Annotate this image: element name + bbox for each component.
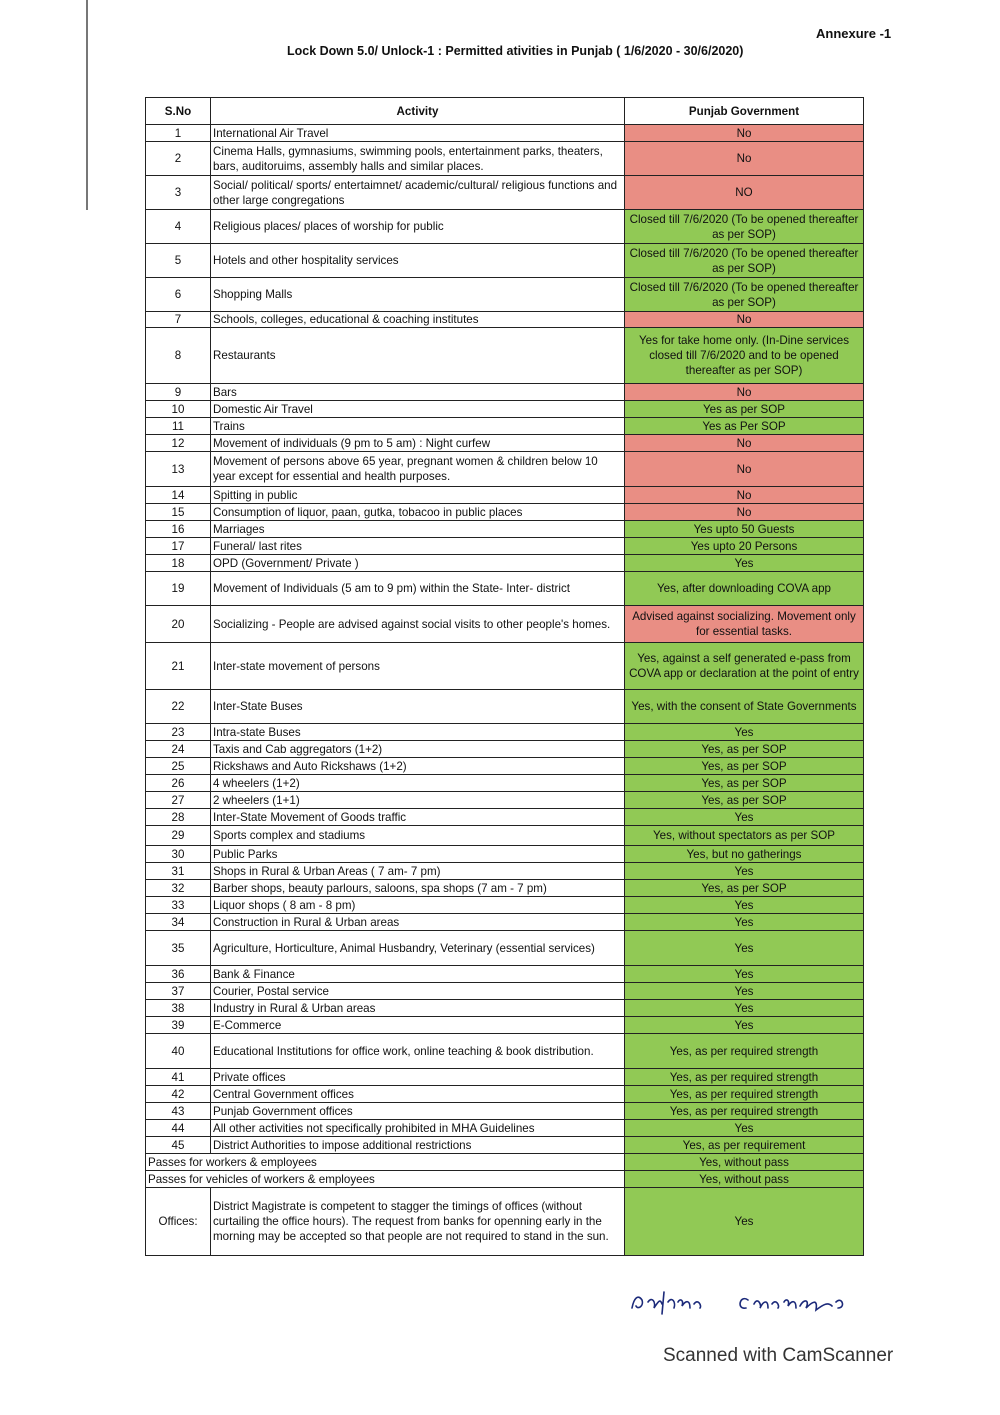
row-sno: 32 — [146, 880, 211, 897]
table-row — [146, 606, 864, 643]
table-row — [146, 880, 864, 897]
row-status: Yes — [625, 863, 864, 880]
table-row — [146, 176, 864, 210]
row-status: Yes — [625, 966, 864, 983]
row-status: Yes, without spectators as per SOP — [625, 826, 864, 846]
row-sno: 28 — [146, 809, 211, 826]
row-status: Yes, as per required strength — [625, 1034, 864, 1069]
row-activity: Educational Institutions for office work, online teaching & book distribution. — [211, 1034, 625, 1069]
table-row — [146, 792, 864, 809]
row-activity: Trains — [211, 418, 625, 435]
table-row — [146, 643, 864, 690]
row-activity: International Air Travel — [211, 125, 625, 142]
row-status: Closed till 7/6/2020 (To be opened thereafter as per SOP) — [625, 210, 864, 244]
row-activity: Liquor shops ( 8 am - 8 pm) — [211, 897, 625, 914]
table-row — [146, 125, 864, 142]
row-status: Yes — [625, 1017, 864, 1034]
passes-label: Passes for workers & employees — [146, 1154, 625, 1171]
row-sno: 44 — [146, 1120, 211, 1137]
table-row — [146, 897, 864, 914]
row-status: Closed till 7/6/2020 (To be opened thereafter as per SOP) — [625, 278, 864, 312]
row-activity: Agriculture, Horticulture, Animal Husbandry, Veterinary (essential services) — [211, 931, 625, 966]
row-activity: Shopping Malls — [211, 278, 625, 312]
row-status: Yes, with the consent of State Governments — [625, 690, 864, 724]
row-activity: Inter-State Buses — [211, 690, 625, 724]
table-row — [146, 1120, 864, 1137]
header-activity: Activity — [211, 98, 625, 125]
passes-row — [146, 1171, 864, 1188]
table-row — [146, 487, 864, 504]
row-sno: 34 — [146, 914, 211, 931]
row-activity: Domestic Air Travel — [211, 401, 625, 418]
row-sno: 41 — [146, 1069, 211, 1086]
row-sno: 29 — [146, 826, 211, 846]
row-sno: 40 — [146, 1034, 211, 1069]
row-status: Yes, against a self generated e-pass from COVA app or declaration at the point of entry — [625, 643, 864, 690]
row-status: Yes, as per SOP — [625, 741, 864, 758]
row-activity: Religious places/ places of worship for public — [211, 210, 625, 244]
row-sno: 24 — [146, 741, 211, 758]
row-activity: Public Parks — [211, 846, 625, 863]
row-status: Yes — [625, 1000, 864, 1017]
page-title: Lock Down 5.0/ Unlock-1 : Permitted ativities in Punjab ( 1/6/2020 - 30/6/2020) — [287, 44, 744, 58]
row-sno: 36 — [146, 966, 211, 983]
row-activity: Funeral/ last rites — [211, 538, 625, 555]
row-activity: Inter-State Movement of Goods traffic — [211, 809, 625, 826]
table-row — [146, 210, 864, 244]
row-sno: 20 — [146, 606, 211, 643]
row-sno: 1 — [146, 125, 211, 142]
row-status: No — [625, 142, 864, 176]
row-sno: 26 — [146, 775, 211, 792]
table-row — [146, 1137, 864, 1154]
row-activity: OPD (Government/ Private ) — [211, 555, 625, 572]
row-status: No — [625, 504, 864, 521]
row-sno: 23 — [146, 724, 211, 741]
row-sno: 37 — [146, 983, 211, 1000]
row-sno: 39 — [146, 1017, 211, 1034]
annexure-label: Annexure -1 — [816, 26, 892, 41]
row-status: Yes — [625, 914, 864, 931]
table-row — [146, 931, 864, 966]
row-activity: Industry in Rural & Urban areas — [211, 1000, 625, 1017]
row-status: Closed till 7/6/2020 (To be opened thereafter as per SOP) — [625, 244, 864, 278]
table-row — [146, 401, 864, 418]
row-activity: Rickshaws and Auto Rickshaws (1+2) — [211, 758, 625, 775]
row-status: Yes, but no gatherings — [625, 846, 864, 863]
row-sno: 10 — [146, 401, 211, 418]
row-status: No — [625, 384, 864, 401]
row-activity: Movement of Individuals (5 am to 9 pm) within the State- Inter- district — [211, 572, 625, 606]
row-activity: Bank & Finance — [211, 966, 625, 983]
row-activity: Punjab Government offices — [211, 1103, 625, 1120]
row-status: No — [625, 487, 864, 504]
table-row — [146, 504, 864, 521]
table-row — [146, 1034, 864, 1069]
row-sno: 8 — [146, 328, 211, 384]
table-row — [146, 1000, 864, 1017]
row-activity: Construction in Rural & Urban areas — [211, 914, 625, 931]
row-status: Yes, as per SOP — [625, 880, 864, 897]
row-status: Yes, as per required strength — [625, 1086, 864, 1103]
row-sno: 31 — [146, 863, 211, 880]
row-activity: 4 wheelers (1+2) — [211, 775, 625, 792]
table-row — [146, 521, 864, 538]
row-sno: 35 — [146, 931, 211, 966]
row-activity: E-Commerce — [211, 1017, 625, 1034]
row-activity: Taxis and Cab aggregators (1+2) — [211, 741, 625, 758]
signature-image — [628, 1280, 858, 1320]
table-row — [146, 452, 864, 487]
passes-label: Passes for vehicles of workers & employees — [146, 1171, 625, 1188]
table-row — [146, 741, 864, 758]
row-activity: Movement of persons above 65 year, pregnant women & children below 10 year except for essential and health purposes. — [211, 452, 625, 487]
table-row — [146, 1103, 864, 1120]
row-activity: Bars — [211, 384, 625, 401]
row-status: Yes as per SOP — [625, 401, 864, 418]
row-sno: 25 — [146, 758, 211, 775]
table-body — [146, 125, 864, 1256]
row-activity: Courier, Postal service — [211, 983, 625, 1000]
table-row — [146, 966, 864, 983]
row-sno: 5 — [146, 244, 211, 278]
row-status: NO — [625, 176, 864, 210]
row-sno: 14 — [146, 487, 211, 504]
row-activity: Consumption of liquor, paan, gutka, tobacoo in public places — [211, 504, 625, 521]
row-activity: Barber shops, beauty parlours, saloons, spa shops (7 am - 7 pm) — [211, 880, 625, 897]
row-activity: Private offices — [211, 1069, 625, 1086]
row-activity: District Authorities to impose additional restrictions — [211, 1137, 625, 1154]
row-status: No — [625, 125, 864, 142]
row-sno: 18 — [146, 555, 211, 572]
table-row — [146, 278, 864, 312]
table-row — [146, 435, 864, 452]
row-activity: Spitting in public — [211, 487, 625, 504]
offices-text: District Magistrate is competent to stagger the timings of offices (without curtailing the office hours). The request from banks for openning early in the morning may be accepted so that people are not required to stand in the sun. — [211, 1188, 625, 1256]
table-row — [146, 809, 864, 826]
offices-status: Yes — [625, 1188, 864, 1256]
row-sno: 4 — [146, 210, 211, 244]
row-activity: Social/ political/ sports/ entertaimnet/ academic/cultural/ religious functions and other large congregations — [211, 176, 625, 210]
table-row — [146, 826, 864, 846]
row-sno: 21 — [146, 643, 211, 690]
row-status: Yes, after downloading COVA app — [625, 572, 864, 606]
row-status: Advised against socializing. Movement only for essential tasks. — [625, 606, 864, 643]
row-sno: 45 — [146, 1137, 211, 1154]
row-sno: 38 — [146, 1000, 211, 1017]
table-row — [146, 983, 864, 1000]
row-status: Yes — [625, 809, 864, 826]
row-activity: Hotels and other hospitality services — [211, 244, 625, 278]
row-status: Yes, as per required strength — [625, 1069, 864, 1086]
row-sno: 27 — [146, 792, 211, 809]
header-sno: S.No — [146, 98, 211, 125]
row-activity: Sports complex and stadiums — [211, 826, 625, 846]
row-sno: 30 — [146, 846, 211, 863]
row-status: Yes — [625, 931, 864, 966]
row-sno: 3 — [146, 176, 211, 210]
table-row — [146, 1086, 864, 1103]
offices-label: Offices: — [146, 1188, 211, 1256]
row-activity: Shops in Rural & Urban Areas ( 7 am- 7 pm) — [211, 863, 625, 880]
row-activity: Cinema Halls, gymnasiums, swimming pools, entertainment parks, theaters, bars, auditoruims, assembly halls and similar places. — [211, 142, 625, 176]
row-status: Yes, as per SOP — [625, 792, 864, 809]
table-row — [146, 914, 864, 931]
row-status: Yes — [625, 555, 864, 572]
passes-status: Yes, without pass — [625, 1154, 864, 1171]
table-row — [146, 775, 864, 792]
table-row — [146, 724, 864, 741]
row-status: Yes, as per SOP — [625, 775, 864, 792]
row-sno: 13 — [146, 452, 211, 487]
table-row — [146, 555, 864, 572]
row-status: Yes, as per SOP — [625, 758, 864, 775]
row-sno: 42 — [146, 1086, 211, 1103]
row-sno: 2 — [146, 142, 211, 176]
row-activity: 2 wheelers (1+1) — [211, 792, 625, 809]
row-status: Yes, as per required strength — [625, 1103, 864, 1120]
table-row — [146, 142, 864, 176]
row-sno: 43 — [146, 1103, 211, 1120]
row-activity: Movement of individuals (9 pm to 5 am) : Night curfew — [211, 435, 625, 452]
row-sno: 7 — [146, 312, 211, 328]
table-row — [146, 328, 864, 384]
row-activity: All other activities not specifically prohibited in MHA Guidelines — [211, 1120, 625, 1137]
passes-row — [146, 1154, 864, 1171]
row-activity: Marriages — [211, 521, 625, 538]
row-activity: Inter-state movement of persons — [211, 643, 625, 690]
row-sno: 9 — [146, 384, 211, 401]
row-activity: Schools, colleges, educational & coaching institutes — [211, 312, 625, 328]
table-row — [146, 1017, 864, 1034]
table-header-row — [146, 98, 864, 125]
row-sno: 6 — [146, 278, 211, 312]
row-status: Yes for take home only. (In-Dine services closed till 7/6/2020 and to be opened thereafter as per SOP) — [625, 328, 864, 384]
row-status: Yes as Per SOP — [625, 418, 864, 435]
row-status: No — [625, 435, 864, 452]
passes-status: Yes, without pass — [625, 1171, 864, 1188]
table-row — [146, 1069, 864, 1086]
offices-row — [146, 1188, 864, 1256]
row-sno: 15 — [146, 504, 211, 521]
row-status: Yes, as per requirement — [625, 1137, 864, 1154]
table-row — [146, 538, 864, 555]
row-status: Yes upto 20 Persons — [625, 538, 864, 555]
row-status: Yes — [625, 724, 864, 741]
row-sno: 17 — [146, 538, 211, 555]
page-edge-line — [86, 0, 88, 210]
row-activity: Socializing - People are advised against social visits to other people's homes. — [211, 606, 625, 643]
row-status: Yes — [625, 983, 864, 1000]
header-govt: Punjab Government — [625, 98, 864, 125]
table-row — [146, 418, 864, 435]
row-sno: 11 — [146, 418, 211, 435]
row-sno: 33 — [146, 897, 211, 914]
row-activity: Central Government offices — [211, 1086, 625, 1103]
row-sno: 12 — [146, 435, 211, 452]
table-row — [146, 690, 864, 724]
table-row — [146, 572, 864, 606]
row-sno: 19 — [146, 572, 211, 606]
row-status: Yes — [625, 897, 864, 914]
row-sno: 16 — [146, 521, 211, 538]
table-row — [146, 846, 864, 863]
row-status: Yes — [625, 1120, 864, 1137]
table-row — [146, 384, 864, 401]
activities-table — [145, 97, 864, 1256]
row-status: Yes upto 50 Guests — [625, 521, 864, 538]
row-activity: Restaurants — [211, 328, 625, 384]
table-row — [146, 244, 864, 278]
row-activity: Intra-state Buses — [211, 724, 625, 741]
row-status: No — [625, 312, 864, 328]
table-row — [146, 863, 864, 880]
table-row — [146, 758, 864, 775]
row-status: No — [625, 452, 864, 487]
scanner-watermark: Scanned with CamScanner — [663, 1345, 894, 1366]
row-sno: 22 — [146, 690, 211, 724]
table-row — [146, 312, 864, 328]
